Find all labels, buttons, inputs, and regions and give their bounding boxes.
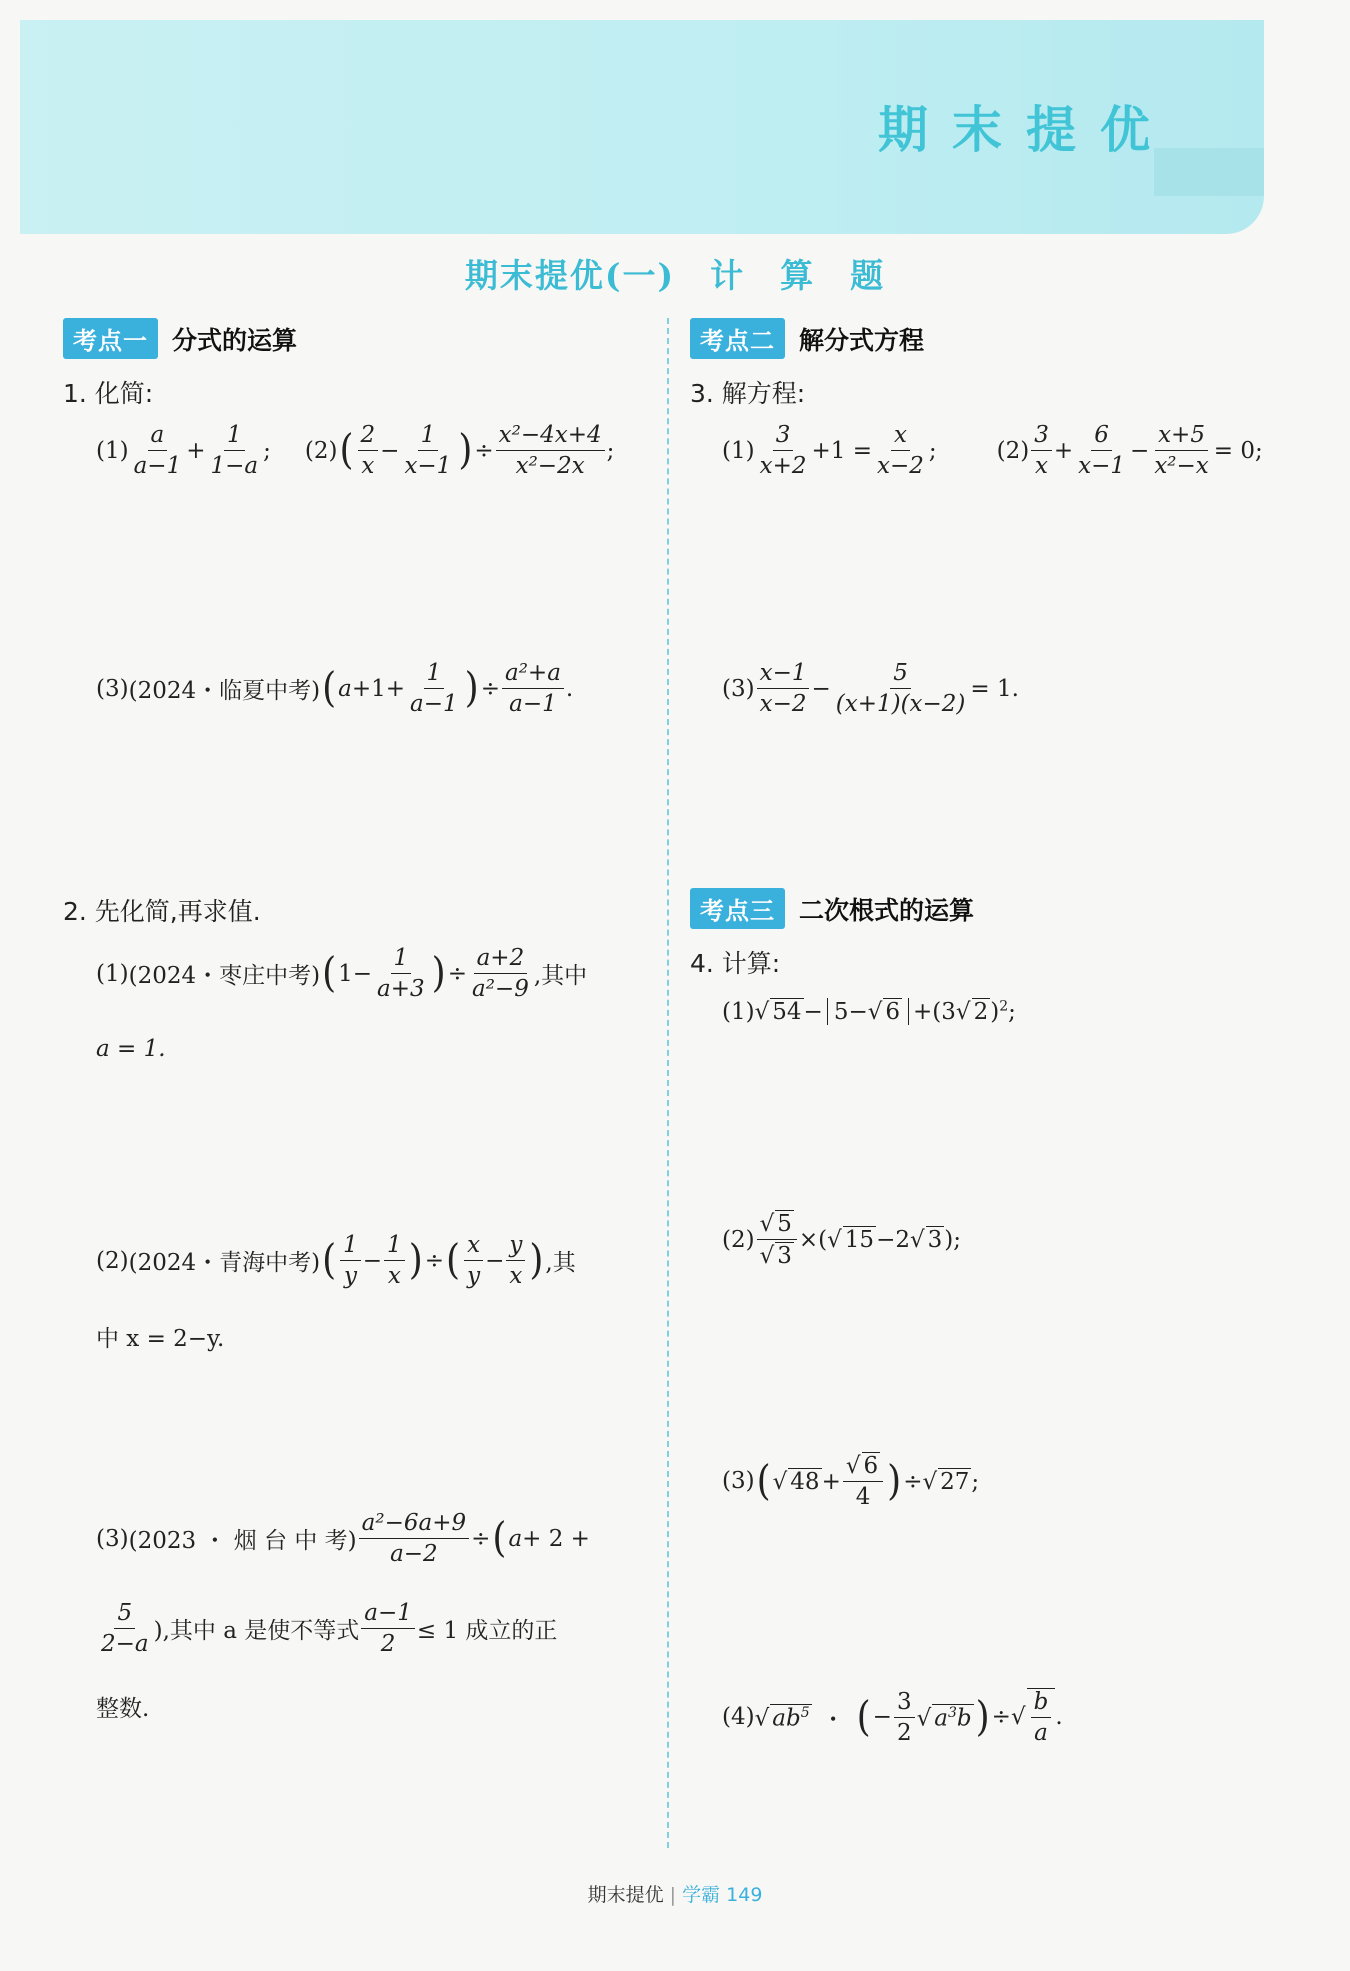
q4-part2: (2) $\frac{√ 5}{√ 3}$ ×(√ 15−2√ 3);	[722, 1211, 962, 1270]
denominator: x−1	[1078, 453, 1126, 480]
denominator: a−1	[133, 453, 182, 480]
q3-part1: (1) $\frac{3}{x+2}$ +1 = $\frac{x}{x-2}$ ; (2) $\frac{3}{x}$ + $\frac{6}{x-1}$ − $\frac{x+5}{\text{x²−x}}$ = 0;	[722, 422, 1263, 480]
denominator: 1−a	[210, 453, 259, 480]
question-4: 4. 计算:	[690, 949, 781, 978]
column-divider	[667, 318, 669, 1848]
question-2: 2. 先化简,再求值.	[63, 897, 261, 926]
fraction: $\frac{1}{x}$	[384, 1232, 405, 1290]
fraction	[98, 1600, 152, 1658]
fraction	[208, 422, 262, 480]
part-label: (3)	[722, 675, 755, 702]
q2-part2: (2) (2024・青海中考) ( $\frac{1}{y}$ − $\frac{1}{x}$ ) ÷ ( $\frac{x}{y}$ − $\frac{y}{x}$ ) ,其	[96, 1232, 576, 1290]
numerator: a	[148, 422, 168, 451]
kaodian-badge: 考点二	[690, 318, 785, 359]
source-tag: (2024・枣庄中考)	[128, 963, 321, 990]
fraction	[358, 422, 379, 480]
denominator: x²−x	[1154, 453, 1209, 480]
denominator: a+3	[377, 976, 425, 1003]
q4-part3: (3) ( √ 48+ $\frac{√ 6}{4}$ ) ÷√ 27;	[722, 1453, 980, 1511]
denominator: x	[361, 453, 375, 480]
kaodian-3	[690, 888, 974, 929]
part-label: (1)	[722, 437, 755, 464]
footer-brand: 学霸	[682, 1884, 721, 1906]
source-tag: (2024・青海中考)	[128, 1250, 321, 1277]
numerator: x	[891, 422, 910, 451]
fraction	[361, 1600, 415, 1658]
numerator: x−1	[757, 660, 810, 689]
denominator: 2−a	[101, 1631, 149, 1658]
part-label: (2)	[722, 1226, 755, 1253]
numerator: 5	[890, 660, 911, 689]
denominator: (x+1)(x−2)	[835, 691, 966, 718]
fraction: $\frac{b}{a}$	[1031, 1689, 1052, 1747]
fraction	[401, 422, 454, 480]
numerator: x+5	[1155, 422, 1208, 451]
part-label: (3)	[96, 675, 129, 702]
fraction	[131, 422, 185, 480]
numerator: a−1	[361, 1600, 415, 1629]
numerator: a+2	[474, 945, 528, 974]
fraction: $\frac{x}{y}$	[464, 1232, 483, 1290]
part-label: (2)	[304, 437, 338, 464]
denominator: x²−2x	[515, 453, 585, 480]
kaodian-badge: 考点三	[690, 888, 785, 929]
source-tag: (2024・临夏中考)	[128, 678, 321, 705]
tail-text: ,其	[545, 1250, 576, 1277]
q2-part1: (1) (2024・枣庄中考) ( 1− $\frac{1}{a+3}$ ) ÷ $\frac{a+2}{\text{a²−9}}$ ,其中	[96, 945, 588, 1003]
fraction: $\frac{y}{x}$	[506, 1232, 525, 1290]
fraction	[359, 1510, 469, 1568]
kaodian-2	[690, 318, 924, 359]
denominator: a−2	[390, 1541, 438, 1568]
fraction	[496, 422, 605, 480]
fraction: $\frac{1}{y}$	[340, 1232, 361, 1290]
denominator: x−2	[876, 453, 924, 480]
part-label: (3)	[722, 1468, 755, 1495]
header-banner	[20, 20, 1264, 234]
part-label: (1)	[722, 998, 755, 1025]
numerator: 3	[1031, 422, 1052, 451]
fraction	[833, 660, 969, 718]
numerator: 6	[1091, 422, 1112, 451]
numerator: 1	[424, 660, 445, 689]
fraction	[1075, 422, 1128, 480]
numerator: 1	[224, 422, 245, 451]
tail-text: ,其中	[533, 963, 588, 990]
numerator: 1	[418, 422, 439, 451]
q3-part3: (3) $\frac{x-1}{x-2}$ − $\frac{5}{(x+1)(x-2)}$ = 1.	[722, 660, 1019, 718]
footer-text: 期末提优	[587, 1884, 664, 1906]
fraction	[374, 945, 428, 1003]
tail-text: ≤ 1 成立的正	[416, 1618, 558, 1645]
fraction	[874, 422, 927, 480]
denominator: x	[1035, 453, 1049, 480]
kaodian-title: 二次根式的运算	[799, 895, 975, 925]
fraction	[1151, 422, 1211, 480]
fraction: $\frac{√ 5}{√ 3}$	[757, 1210, 797, 1270]
part-label: (2)	[996, 437, 1030, 464]
part-label: (2)	[96, 1247, 129, 1274]
part-label: (3)	[96, 1525, 129, 1552]
denominator: x−2	[759, 691, 807, 718]
fraction	[407, 660, 461, 718]
numerator: 1	[391, 945, 412, 974]
q4-part1: (1) √ 54 − 5−√ 6 +(3√ 2)$^2$;	[722, 998, 1016, 1025]
mid-text: ),其中 a 是使不等式	[153, 1618, 360, 1645]
fraction	[1031, 422, 1052, 480]
question-3: 3. 解方程:	[690, 379, 806, 408]
kaodian-title: 分式的运算	[172, 325, 298, 355]
q2-part3-condition: 整数.	[96, 1696, 150, 1722]
q2-part3-line2	[96, 1600, 557, 1658]
kaodian-badge: 考点一	[63, 318, 158, 359]
fraction: $\frac{3}{2}$	[894, 1689, 915, 1747]
fraction	[757, 660, 810, 718]
q2-part3: (3) (2023 ・ 烟 台 中 考) $\frac{\text{a²−6a+9}}{a-2}$ ÷ ( a + 2 +	[96, 1510, 590, 1568]
q1-part3: (3) (2024・临夏中考) ( a +1+ $\frac{1}{a-1}$ ) ÷ $\frac{\text{a²+a}}{a-1}$ .	[96, 660, 574, 718]
q2-part1-condition: a = 1.	[96, 1036, 166, 1062]
page-number: 149	[726, 1884, 763, 1906]
section-title: 期末提优(一) 计 算 题	[464, 256, 886, 295]
q4-part4: (4) √ $ab^5$ ・ ( − $\frac{3}{2}$ √ $a^3b$ ) ÷ √ $\frac{b}{a}$ .	[722, 1688, 1063, 1747]
part-label: (1)	[96, 960, 129, 987]
q2-part2-condition: 中 x = 2−y.	[96, 1326, 225, 1352]
kaodian-title: 解分式方程	[799, 325, 925, 355]
denominator: a²−9	[471, 976, 529, 1003]
denominator: x+2	[759, 453, 807, 480]
source-tag: (2023 ・ 烟 台 中 考)	[128, 1528, 357, 1555]
kaodian-1	[63, 318, 297, 359]
question-1: 1. 化简:	[63, 379, 154, 408]
numerator: 2	[358, 422, 379, 451]
numerator: a²−6a+9	[359, 1510, 469, 1539]
fraction	[757, 422, 810, 480]
fraction	[469, 945, 532, 1003]
denominator: a−1	[509, 691, 557, 718]
denominator: a−1	[410, 691, 458, 718]
numerator: 3	[773, 422, 794, 451]
numerator: 5	[114, 1600, 135, 1629]
part-label: (4)	[722, 1704, 755, 1731]
denominator: x−1	[404, 453, 452, 480]
banner-title: 期末提优	[878, 101, 1174, 159]
numerator: a²+a	[502, 660, 564, 689]
numerator: x²−4x+4	[496, 422, 605, 451]
fraction	[502, 660, 564, 718]
part-label: (1)	[96, 437, 129, 464]
fraction: $\frac{√ 6}{4}$	[843, 1452, 883, 1511]
q1-part1: (1) $\frac{a}{a-1}$ + $\frac{1}{1-a}$ ; (2) ( $\frac{2}{x}$ − $\frac{1}{x-1}$ ) ÷ $\frac{\text{x²−4x+4}}{\text{x²−2x}}$ ;	[96, 422, 615, 480]
page-footer: 期末提优 | 学霸 149	[587, 1884, 763, 1906]
denominator: 2	[380, 1631, 396, 1658]
